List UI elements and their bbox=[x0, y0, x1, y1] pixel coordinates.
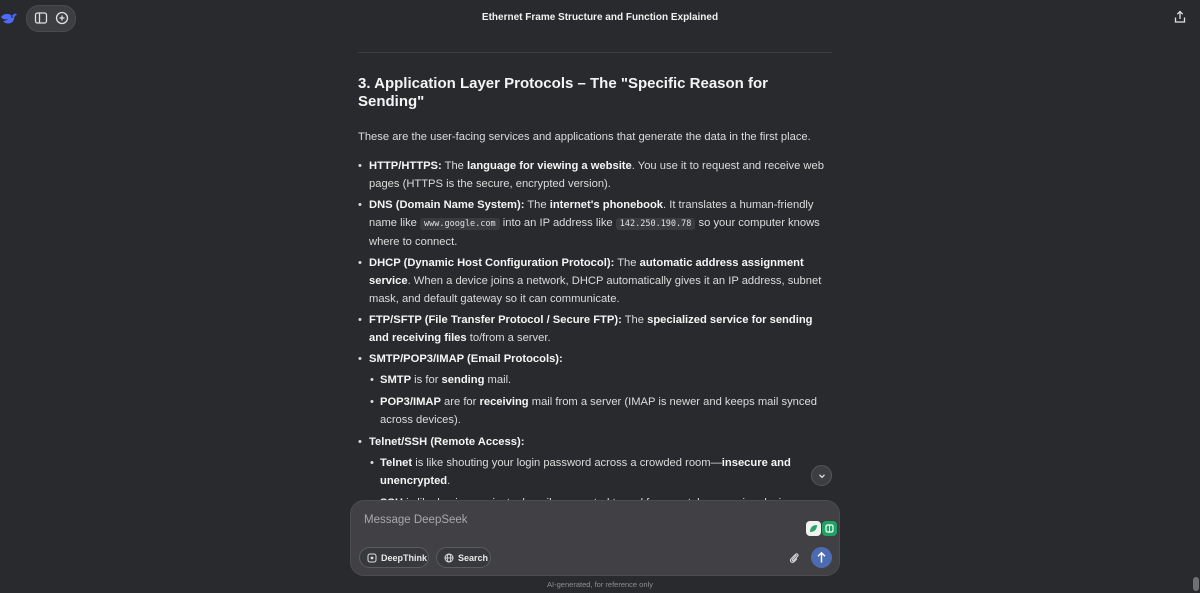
chevron-down-icon bbox=[817, 471, 827, 481]
inline-code: www.google.com bbox=[420, 218, 500, 230]
list-item-email: • SMTP/POP3/IMAP (Email Protocols): • SMTP is for sending mail. • POP3/IMAP are for receiving mail from a server (IMAP is newer and keeps mail synced across devices). bbox=[369, 350, 832, 429]
section-divider bbox=[358, 52, 832, 53]
list-item-remote-access: • Telnet/SSH (Remote Access): • Telnet is like shouting your login password across a crowded room—insecure and unencrypted. • bbox=[369, 433, 832, 512]
chat-title: Ethernet Frame Structure and Function Explained bbox=[481, 12, 719, 23]
list-item-smtp: • SMTP is for sending mail. bbox=[380, 371, 832, 389]
deepthink-toggle[interactable] bbox=[359, 547, 429, 568]
inline-code: 142.250.190.78 bbox=[616, 218, 696, 230]
paperclip-icon[interactable] bbox=[788, 551, 800, 565]
extension-leaf-icon[interactable] bbox=[806, 521, 821, 536]
search-toggle[interactable] bbox=[436, 547, 491, 568]
email-sublist bbox=[369, 371, 832, 429]
ai-disclaimer: AI-generated, for reference only bbox=[547, 580, 653, 589]
protocol-list bbox=[358, 157, 832, 512]
share-icon[interactable] bbox=[1173, 10, 1187, 24]
top-bar bbox=[0, 0, 1200, 36]
list-item-dns: • DNS (Domain Name System): The internet's phonebook. It translates a human-friendly name like www.google.com into an IP address like 142.250.190.78 so your computer knows where to connect. bbox=[369, 196, 832, 251]
extension-grammar-icon[interactable] bbox=[822, 521, 837, 536]
chat-response bbox=[358, 52, 832, 490]
globe-icon bbox=[444, 553, 454, 563]
list-item-pop3-imap: • POP3/IMAP are for receiving mail from a server (IMAP is newer and keeps mail synced across devices). bbox=[380, 393, 832, 429]
arrow-up-icon bbox=[816, 551, 827, 564]
list-item-dhcp: • DHCP (Dynamic Host Configuration Protocol): The automatic address assignment service. When a device joins a network, DHCP automatically gives it an IP address, subnet mask, and default gateway so it can communicate. bbox=[369, 254, 832, 308]
section-intro: These are the user-facing services and applications that generate the data in the first place. bbox=[358, 131, 811, 143]
scrollbar-thumb[interactable] bbox=[1193, 577, 1199, 591]
deepthink-label: DeepThink bbox=[381, 552, 428, 563]
message-input[interactable] bbox=[362, 510, 786, 530]
message-composer bbox=[350, 500, 840, 576]
search-label: Search bbox=[458, 552, 489, 563]
deepthink-icon bbox=[367, 553, 377, 563]
list-item-telnet: • Telnet is like shouting your login password across a crowded room—insecure and unencrypted. bbox=[380, 454, 832, 490]
list-item-http: • HTTP/HTTPS: The language for viewing a website. You use it to request and receive web pages (HTTPS is the secure, encrypted version). bbox=[369, 157, 832, 193]
scroll-to-bottom-button[interactable] bbox=[811, 465, 832, 486]
extension-icons bbox=[806, 521, 838, 537]
send-button[interactable] bbox=[811, 547, 832, 568]
section-heading: 3. Application Layer Protocols – The "Specific Reason for Sending" bbox=[358, 75, 768, 110]
list-item-ftp: • FTP/SFTP (File Transfer Protocol / Secure FTP): The specialized service for sending and receiving files to/from a server. bbox=[369, 311, 832, 347]
